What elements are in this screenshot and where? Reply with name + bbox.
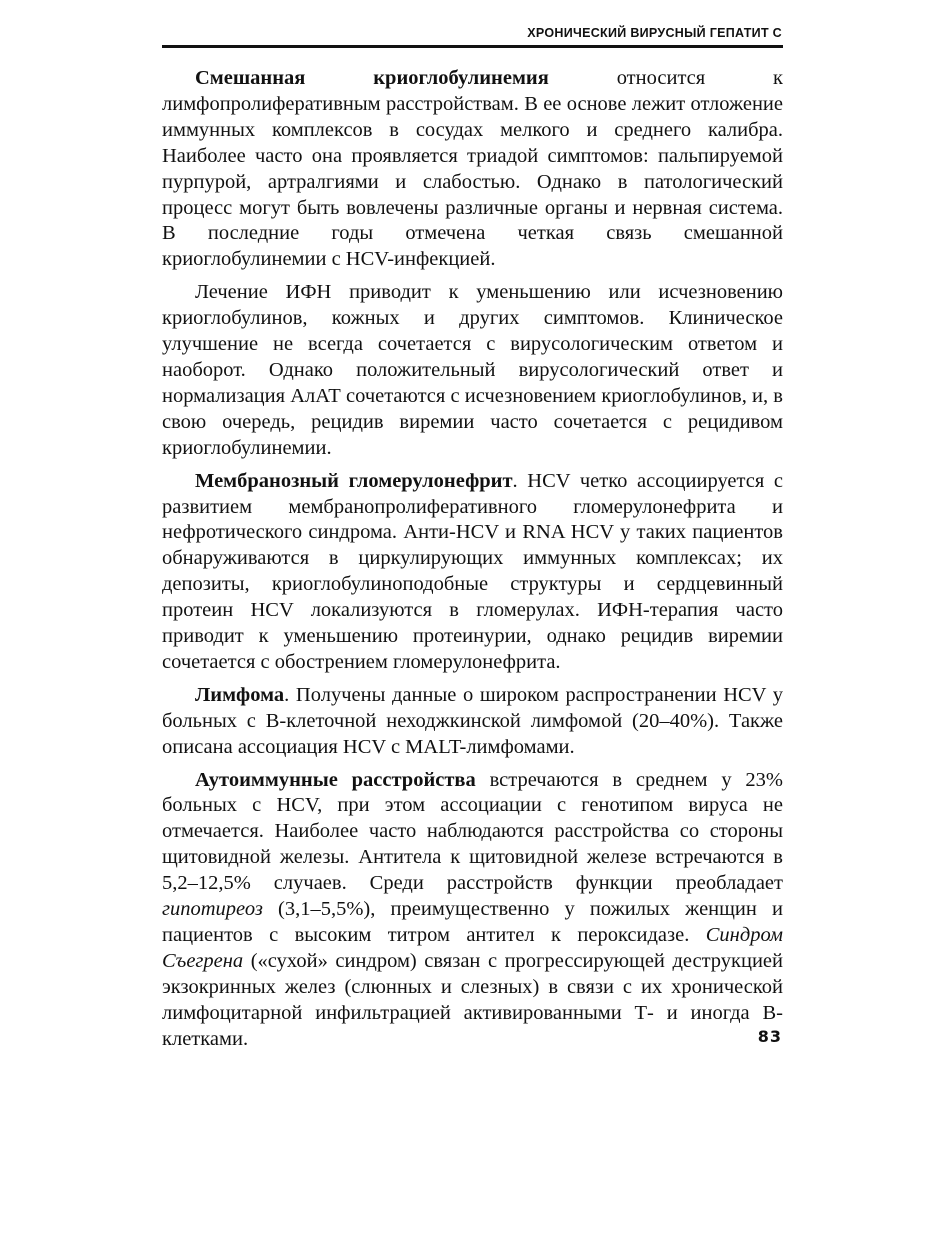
paragraph-lymphoma [162, 683, 783, 761]
paragraph-text: («сухой» синдром) связан с прогрессирующей деструкцией экзокринных желез (слюнных и слезных) в связи с их хронической лимфоцитарной инфильтрацией активированными Т- и иногда В-клетками. [162, 949, 783, 1050]
paragraph-heading: Аутоиммунные расстройства [195, 768, 476, 791]
paragraph-cryoglobulinemia [162, 66, 783, 273]
paragraph-heading: Лимфома [195, 683, 285, 706]
header-rule [162, 45, 783, 48]
paragraph-ifn-treatment [162, 280, 783, 461]
page-body [162, 66, 783, 1060]
paragraph-text: . Получены данные о широком распространении HCV у больных с В-клеточной неходжкинской лимфомой (20–40%). Также описана ассоциация HCV с MALT-лимфомами. [162, 683, 783, 758]
paragraph-glomerulonephritis [162, 469, 783, 676]
paragraph-autoimmune [162, 768, 783, 1053]
paragraph-heading: Мембранозный гломерулонефрит [195, 469, 513, 492]
paragraph-heading: Смешанная криоглобулинемия [195, 67, 549, 89]
running-head-title: ХРОНИЧЕСКИЙ ВИРУСНЫЙ ГЕПАТИТ С [527, 26, 782, 40]
italic-term-hypothyroidism: гипотиреоз [162, 898, 263, 921]
paragraph-text: (3,1–5,5%), преимущественно у пожилых женщин и пациентов с высоким титром антител к пероксидазе. [162, 898, 783, 946]
paragraph-text: встречаются в среднем у 23% больных с HCV, при этом ассоциации с генотипом вируса не отмечается. Наиболее часто наблюдаются расстройства со стороны щитовидной железы. Антитела к щитовидной железе встречаются в 5,2–12,5% случаев. Среди расстройств функции преобладает [162, 768, 783, 895]
paragraph-text: Лечение ИФН приводит к уменьшению или исчезновению криоглобулинов, кожных и других симптомов. Клиническое улучшение не всегда сочетается с вирусологическим ответом и наоборот. Однако положительный вирусологический ответ и нормализация АлАТ сочетаются с исчезновением криоглобулинов, и, в свою очередь, рецидив виремии часто сочетается с рецидивом криоглобулинемии. [162, 281, 783, 459]
italic-term-sjogren: Синдром Съегрена [162, 924, 783, 972]
paragraph-text: . HCV четко ассоциируется с развитием мембранопролиферативного гломерулонефрита и нефротического синдрома. Анти-HCV и RNA HCV у таких пациентов обнаруживаются в циркулирующих иммунных комплексах; их депозиты, криоглобулиноподобные структуры и сердцевинный протеин HCV локализуются в гломерулах. ИФН-терапия часто приводит к уменьшению протеинурии, однако рецидив виремии сочетается с обострением гломерулонефрита. [162, 469, 783, 673]
page-number: 83 [757, 1027, 782, 1046]
paragraph-text: относится к лимфопролиферативным расстройствам. В ее основе лежит отложение иммунных комплексов в сосудах мелкого и среднего калибра. Наиболее часто она проявляется триадой симптомов: пальпируемой пурпурой, артралгиями и слабостью. Однако в патологический процесс могут быть вовлечены различные органы и нервная система. В последние годы отмечена четкая связь смешанной криоглобулинемии с HCV-инфекцией. [162, 67, 783, 271]
